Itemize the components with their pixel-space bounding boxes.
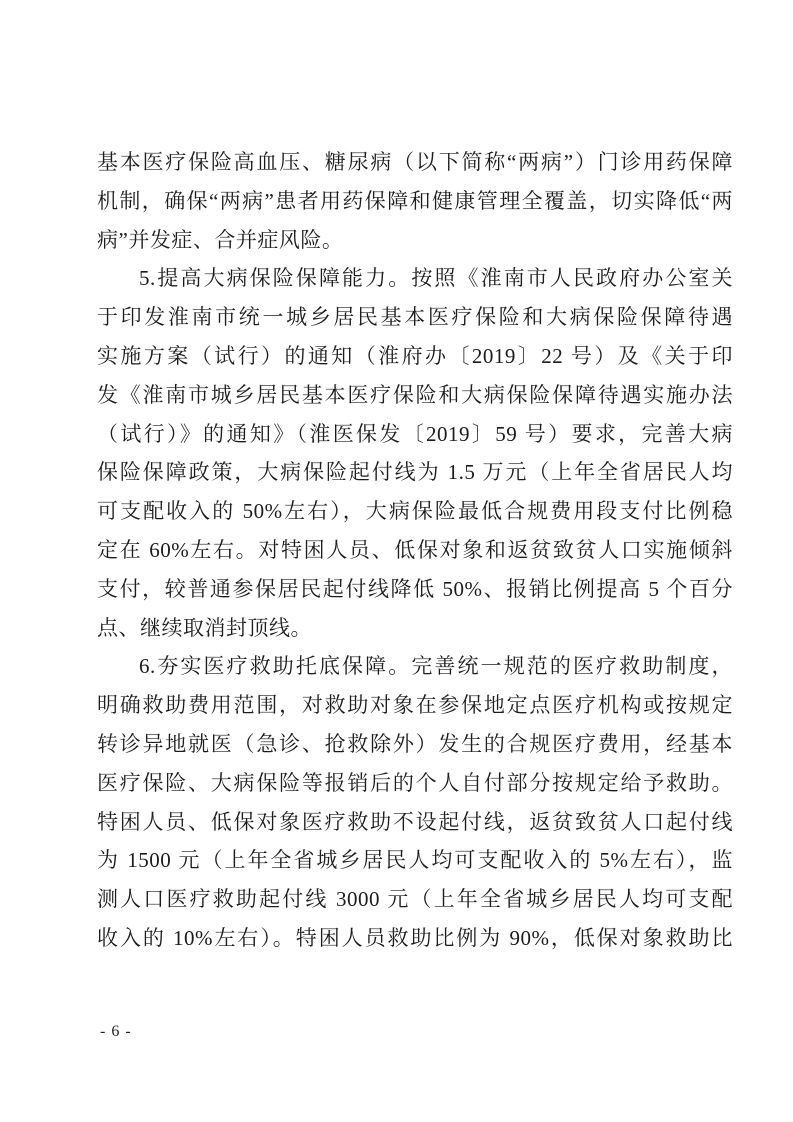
document-body	[97, 143, 733, 958]
text-line: 转诊异地就医（急诊、抢救除外）发生的合规医疗费用，经基本	[97, 731, 733, 756]
text-line: 6.夯实医疗救助托底保障。完善统一规范的医疗救助制度，	[139, 654, 733, 679]
text-line: 5.提高大病保险保障能力。按照《淮南市人民政府办公室关	[139, 266, 733, 291]
page-number: - 6 -	[100, 1023, 132, 1040]
text-line: 收入的 10%左右）。特困人员救助比例为 90%，低保对象救助比	[97, 925, 733, 950]
text-line: 特困人员、低保对象医疗救助不设起付线，返贫致贫人口起付线	[97, 809, 733, 834]
text-line: 明确救助费用范围，对救助对象在参保地定点医疗机构或按规定	[97, 693, 733, 718]
text-line: 于印发淮南市统一城乡居民基本医疗保险和大病保险保障待遇	[97, 305, 733, 330]
text-line: 实施方案（试行）的通知（淮府办〔2019〕22 号）及《关于印	[97, 343, 733, 368]
paragraph	[97, 143, 733, 259]
paragraph	[97, 647, 733, 957]
text-line: 保险保障政策，大病保险起付线为 1.5 万元（上年全省居民人均	[97, 460, 733, 485]
text-line: 定在 60%左右。对特困人员、低保对象和返贫致贫人口实施倾斜	[97, 537, 733, 562]
paragraph	[97, 259, 733, 647]
text-line: 可支配收入的 50%左右），大病保险最低合规费用段支付比例稳	[97, 499, 733, 524]
text-line: 点、继续取消封顶线。	[97, 615, 312, 640]
text-line: （试行）》的通知》（淮医保发〔2019〕59 号）要求，完善大病	[97, 421, 733, 446]
text-line: 测人口医疗救助起付线 3000 元（上年全省城乡居民人均可支配	[97, 887, 733, 912]
text-line: 支付，较普通参保居民起付线降低 50%、报销比例提高 5 个百分	[97, 576, 733, 601]
text-line: 基本医疗保险高血压、糖尿病（以下简称“两病”）门诊用药保障	[97, 150, 733, 174]
text-line: 机制，确保“两病”患者用药保障和健康管理全覆盖，切实降低“两	[97, 188, 733, 213]
text-line: 发《淮南市城乡居民基本医疗保险和大病保险保障待遇实施办法	[97, 382, 733, 407]
text-line: 为 1500 元（上年全省城乡居民人均可支配收入的 5%左右），监	[97, 848, 733, 873]
text-line: 医疗保险、大病保险等报销后的个人自付部分按规定给予救助。	[97, 770, 733, 795]
text-line: 病”并发症、合并症风险。	[97, 227, 344, 252]
